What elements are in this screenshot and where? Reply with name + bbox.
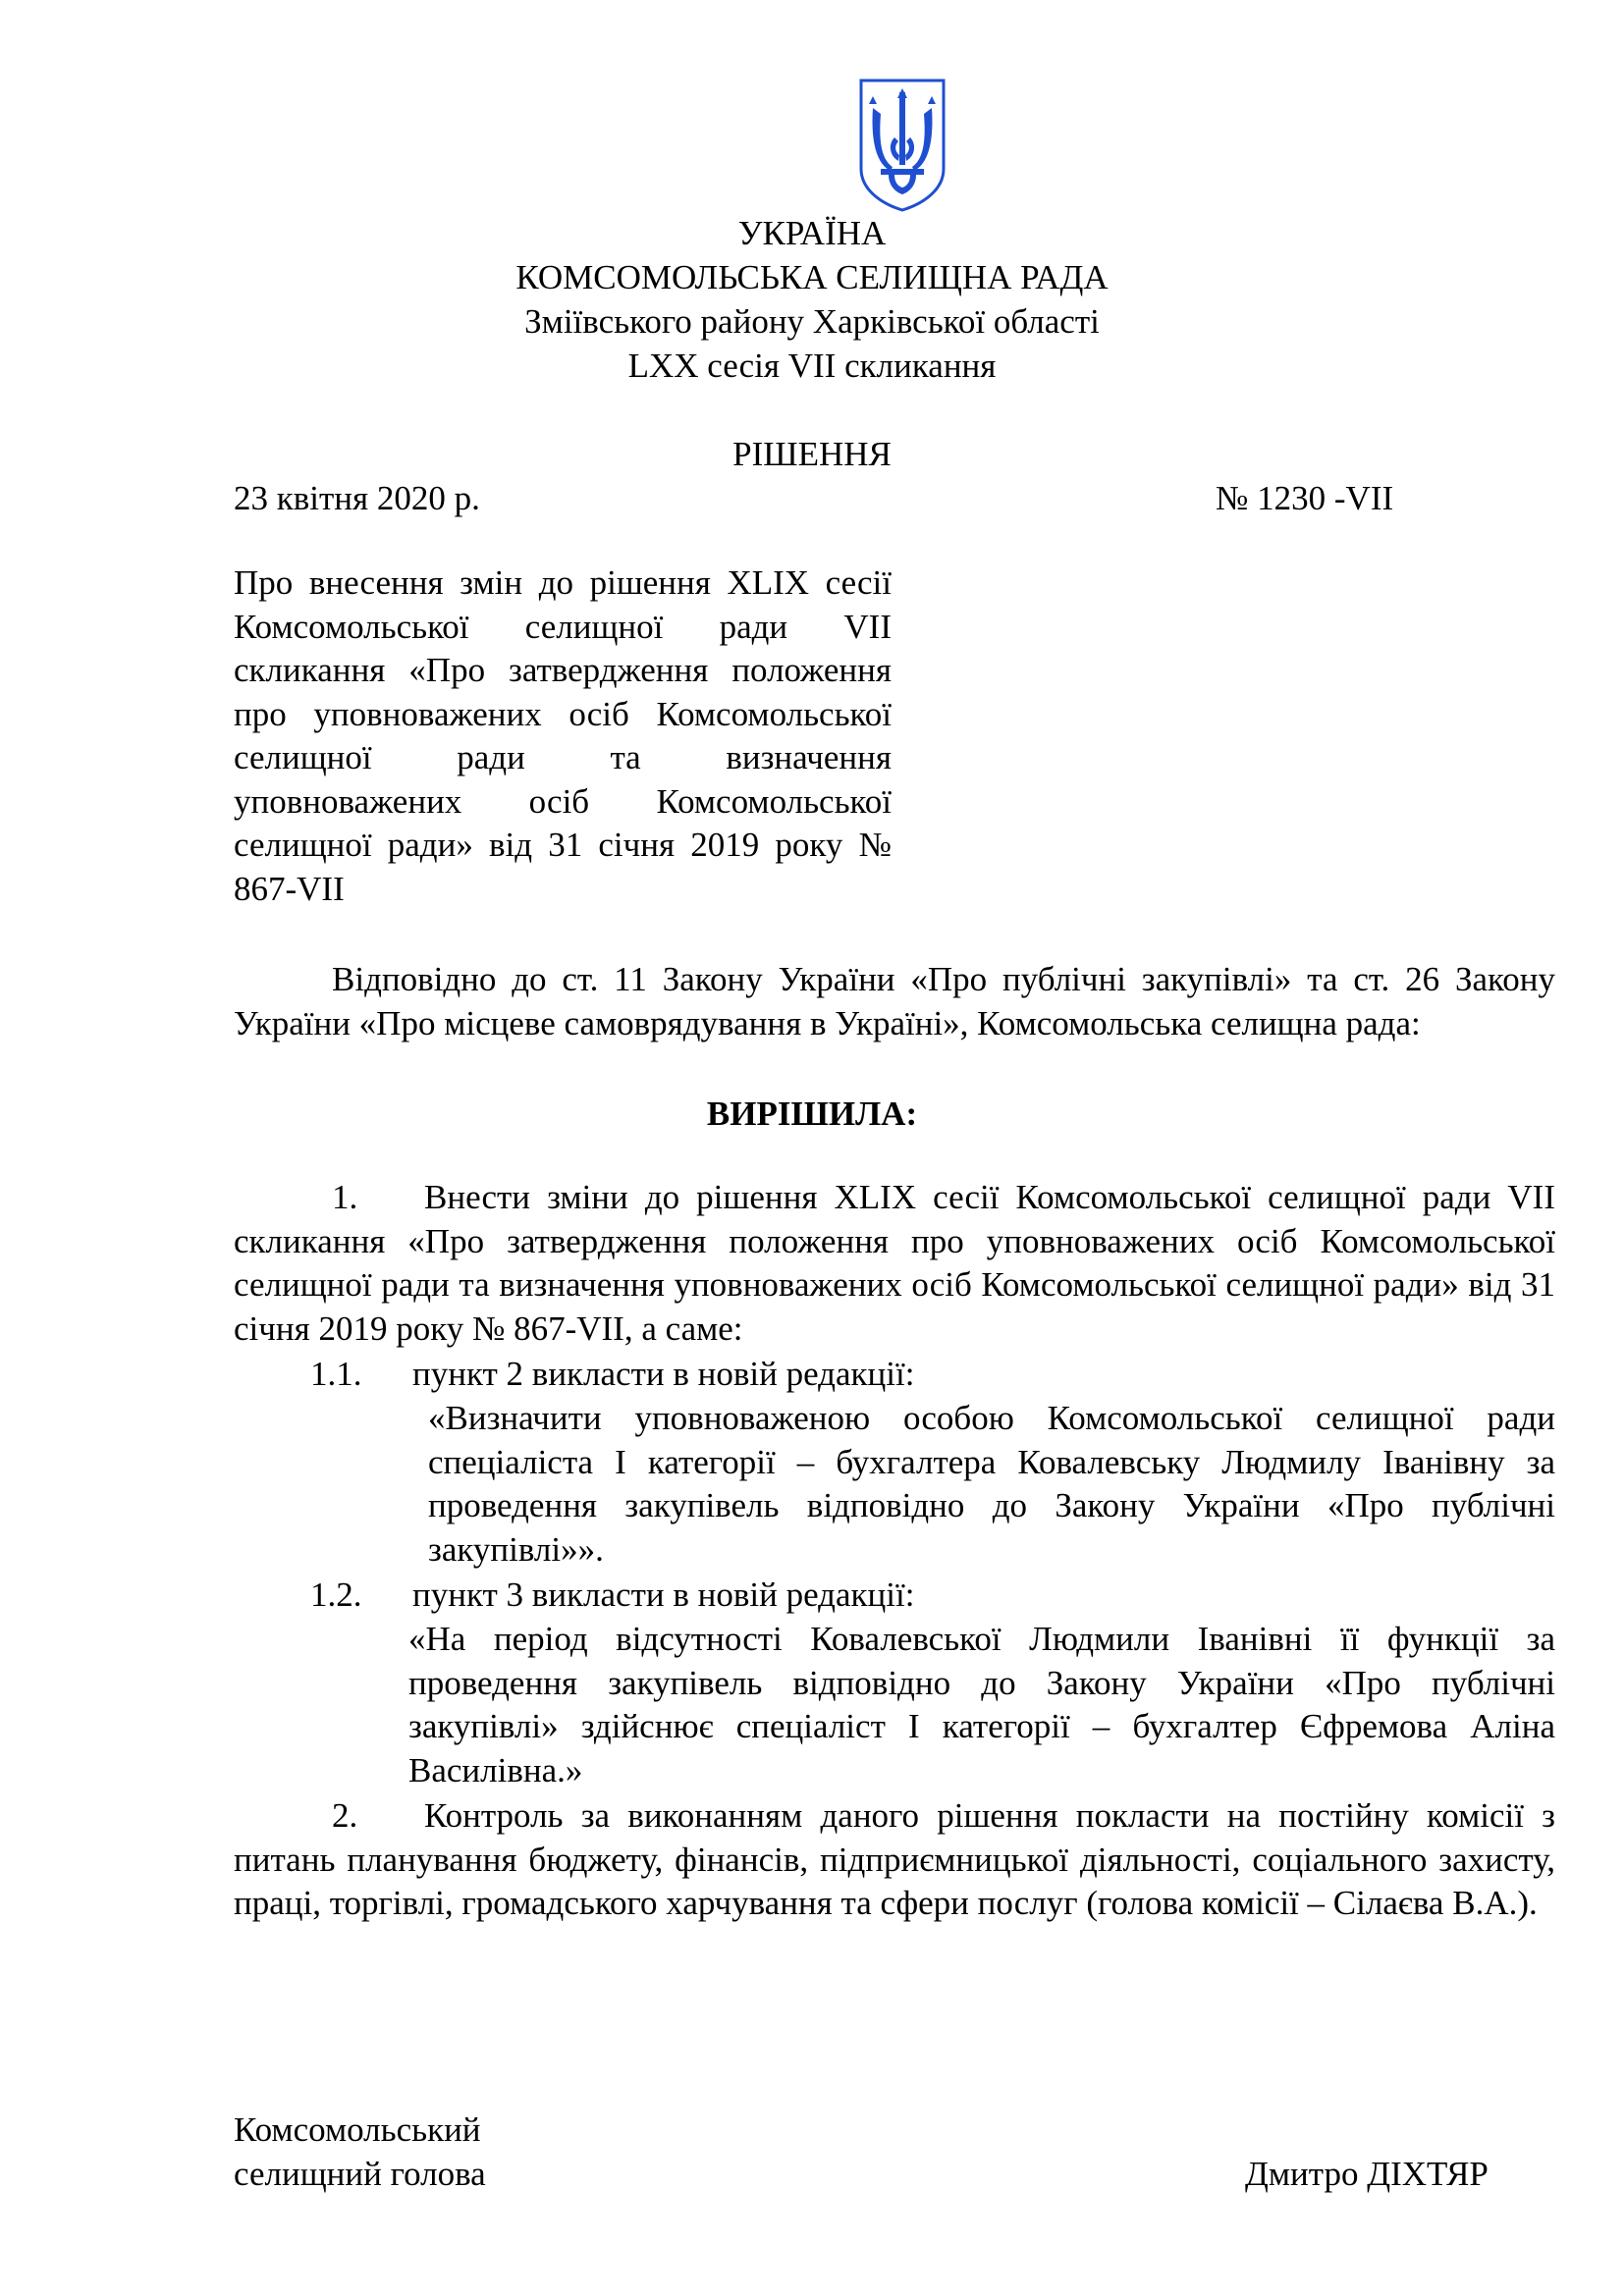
subitem-heading: пункт 3 викласти в новій редакції: [412,1575,915,1614]
subitem-number: 1.2. [310,1575,362,1614]
item-number: 2. [332,1796,358,1835]
item-number: 1. [332,1178,358,1216]
signatory-name: Дмитро ДІХТЯР [1245,2155,1489,2193]
item-text: Внести зміни до рішення XLIX сесії Комсомольської селищної ради VII скликання «Про затвердження положення про уповноважених осіб Комсомольської селищної ради та визначення уповноважених осіб Комсомольської селищної ради» від 31 січня 2019 року № 867-VII, а саме: [234,1178,1555,1348]
decided-heading: ВИРІШИЛА: [706,1095,918,1133]
signature-title: Комсомольський [234,2110,481,2149]
council-heading: КОМСОМОЛЬСЬКА СЕЛИЩНА РАДА [515,258,1109,296]
item-text: Контроль за виконанням даного рішення покласти на постійну комісії з питань планування бюджету, фінансів, підприємницької діяльності, соціального захисту, праці, торгівлі, громадського харчування та сфери послуг (голова комісії – Сілаєва В.А.). [234,1796,1555,1922]
subitem-quote: «Визначити уповноваженою особою Комсомольської селищної ради спеціаліста І категорії – бухгалтера Ковалевську Людмилу Іванівну за проведення закупівель відповідно до Закону України «Про публічні закупівлі»». [428,1399,1555,1569]
decision-subject: Про внесення змін до рішення XLIX сесії Комсомольської селищної ради VII скликання «Про затвердження положення про уповноважених осіб Комсомольської селищної ради та визначення уповноважених осіб Комсомольської селищної ради» від 31 січня 2019 року № 867-VII [234,563,892,908]
region-heading: Зміївського району Харківської області [524,302,1100,341]
decision-number: № 1230 -VII [1216,479,1394,517]
subitem-number: 1.1. [310,1355,362,1393]
trident-emblem-icon [859,79,946,212]
country-heading: УКРАЇНА [737,214,887,252]
preamble-paragraph: Відповідно до ст. 11 Закону України «Про публічні закупівлі» та ст. 26 Закону України «Про місцеве самоврядування в Україні», Комсомольська селищна рада: [234,960,1555,1042]
subitem-heading: пункт 2 викласти в новій редакції: [412,1355,915,1393]
signature-title: селищний голова [234,2155,486,2193]
decision-date: 23 квітня 2020 р. [234,479,480,517]
session-heading: LXX сесія VII скликання [627,347,997,385]
document-type: РІШЕННЯ [732,435,892,473]
subitem-quote: «На період відсутності Ковалевської Людмили Іванівні її функції за проведення закупівель відповідно до Закону України «Про публічні закупівлі» здійснює спеціаліст І категорії – бухгалтер Єфремова Аліна Василівна.» [408,1620,1555,1789]
